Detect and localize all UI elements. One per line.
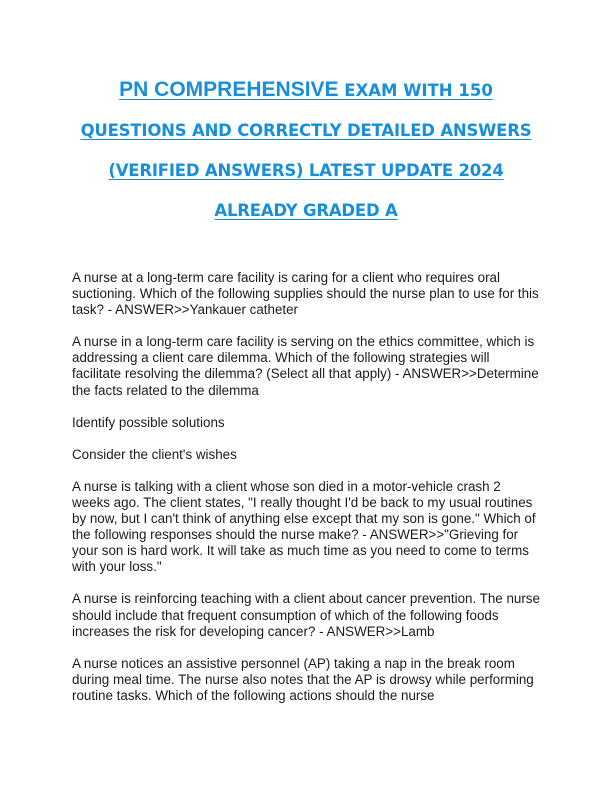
title-line-1-part-2: EXAM WITH 150 <box>338 81 493 100</box>
paragraph-question-3: A nurse is talking with a client whose son died in a motor-vehicle crash 2 weeks ago. The client states, "I really thought I'd be back to my usual routines by now, but I can't think of anything else except that my son is gone." Which of the following responses should the nurse make? - ANSWER>>"Grieving for your son is hard work. It will take as much time as you need to come to terms with your loss." <box>72 478 536 575</box>
document-title <box>40 70 572 231</box>
title-line-2: QUESTIONS AND CORRECTLY DETAILED ANSWERS <box>80 121 532 140</box>
title-line-1 <box>40 70 572 111</box>
paragraph-answer-item-2: Consider the client's wishes <box>72 446 237 462</box>
paragraph-question-1: A nurse at a long-term care facility is caring for a client who requires oral suctioning. Which of the following supplies should the nurse plan to use for this task? - ANSWER>>Yankauer catheter <box>72 270 539 318</box>
paragraph-question-4: A nurse is reinforcing teaching with a client about cancer prevention. The nurse should include that frequent consumption of which of the following foods increases the risk for developing cancer? - ANSWER>>Lamb <box>72 591 540 639</box>
paragraph-question-2: A nurse in a long-term care facility is serving on the ethics committee, which is addressing a client care dilemma. Which of the following strategies will facilitate resolving the dilemma? (Select all that apply) - ANSWER>>Determine the facts related to the dilemma <box>72 334 539 398</box>
document-body <box>72 270 542 720</box>
title-line-3: (VERIFIED ANSWERS) LATEST UPDATE 2024 <box>108 161 504 180</box>
title-line-4: ALREADY GRADED A <box>214 201 398 220</box>
paragraph-question-5: A nurse notices an assistive personnel (AP) taking a nap in the break room during meal time. The nurse also notes that the AP is drowsy while performing routine tasks. Which of the following actions should the nurse <box>72 655 534 703</box>
paragraph-answer-item-1: Identify possible solutions <box>72 414 225 430</box>
title-line-1-part-1: PN COMPREHENSIVE <box>119 78 339 101</box>
